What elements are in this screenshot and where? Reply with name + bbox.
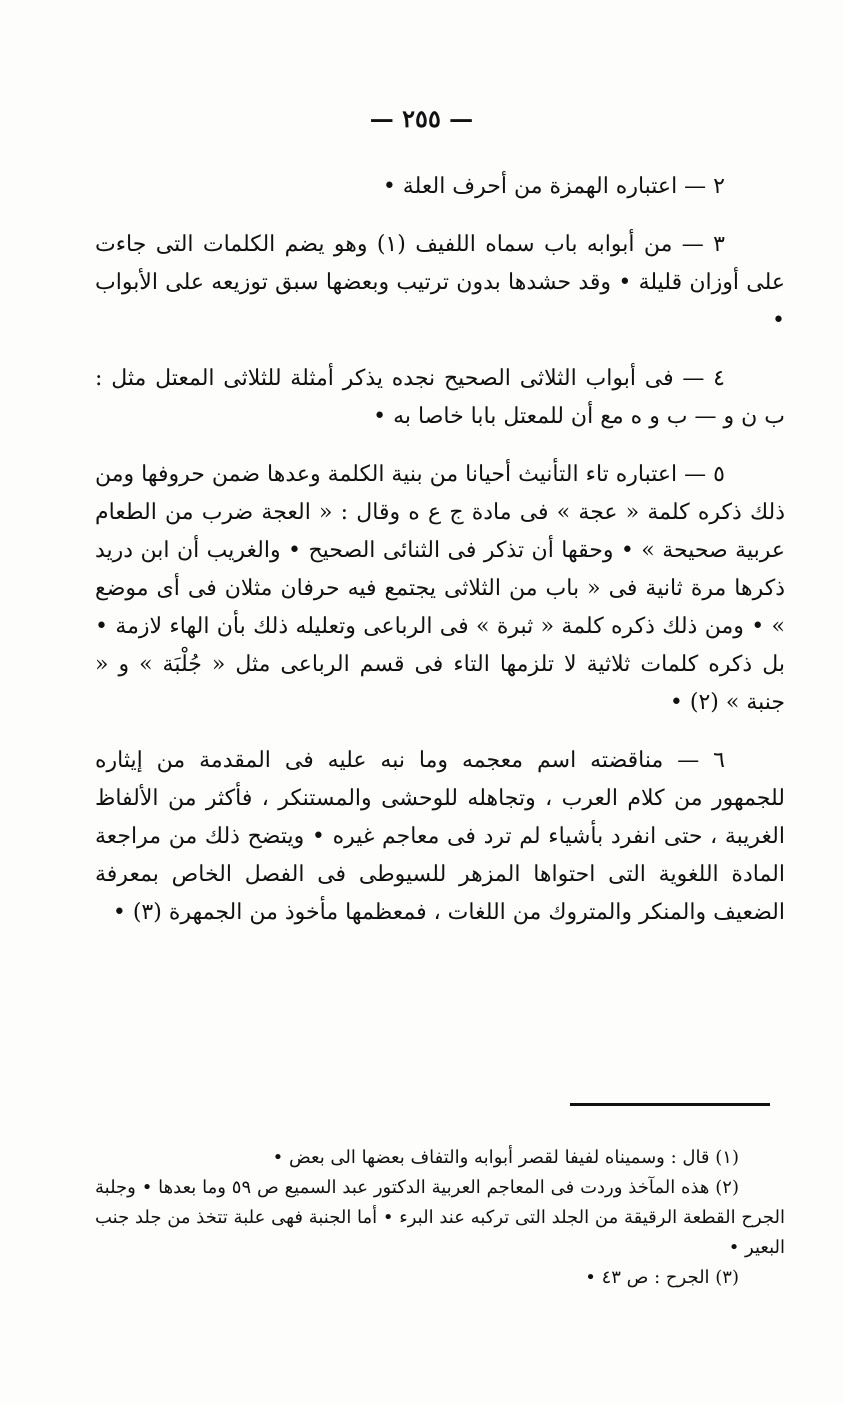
paragraph-text: ٤ — فى أبواب الثلاثى الصحيح نجده يذكر أمثلة للثلاثى المعتل مثل : ب ن و — ب و ه مع أن للمعتل بابا خاصا به • — [95, 366, 785, 429]
footnote-3: (٣) الجرح : ص ٤٣ • — [585, 1267, 739, 1288]
body-text — [95, 168, 785, 952]
page-number: — ٢٥٥ — — [369, 104, 474, 133]
paragraph-3 — [95, 226, 785, 340]
paragraph-6 — [95, 742, 785, 932]
footnote-2: (٢) هذه المآخذ وردت فى المعاجم العربية الدكتور عبد السميع ص ٥٩ وما بعدها • وجلبة الجرح القطعة الرقيقة من الجلد التى تركبه عند البرء • أما الجنبة فهى علبة تتخذ من جلد جنب البعير • — [95, 1177, 785, 1258]
paragraph-2 — [95, 168, 785, 206]
footnote-separator — [570, 1103, 770, 1106]
paragraph-5 — [95, 456, 785, 722]
paragraph-4 — [95, 360, 785, 436]
footnotes — [95, 1143, 785, 1293]
paragraph-text: ٥ — اعتباره تاء التأنيث أحيانا من بنية الكلمة وعدها ضمن حروفها ومن ذلك ذكره كلمة « عجة » فى مادة ج ع ه وقال : « العجة ضرب من الطعام عربية صحيحة » • وحقها أن تذكر فى الثنائى الصحيح • والغريب أن ابن دريد ذكرها مرة ثانية فى « باب من الثلاثى يجتمع فيه حرفان مثلان فى أى موضع » • ومن ذلك ذكره كلمة « ثبرة » فى الرباعى وتعليله ذلك بأن الهاء لازمة • بل ذكره كلمات ثلاثية لا تلزمها التاء فى قسم الرباعى مثل « جُلْبَة » و « جنبة » (٢) • — [95, 462, 785, 715]
paragraph-text: ٣ — من أبوابه باب سماه اللفيف (١) وهو يضم الكلمات التى جاءت على أوزان قليلة • وقد حشدها بدون ترتيب وبعضها سبق توزيعه على الأبواب • — [95, 232, 785, 333]
paragraph-text: ٢ — اعتباره الهمزة من أحرف العلة • — [382, 174, 725, 199]
footnote-1: (١) قال : وسميناه لفيفا لقصر أبوابه والتفاف بعضها الى بعض • — [272, 1147, 739, 1168]
paragraph-text: ٦ — مناقضته اسم معجمه وما نبه عليه فى المقدمة من إيثاره للجمهور من كلام العرب ، وتجاهله للوحشى والمستنكر ، فأكثر من الألفاظ الغريبة ، حتى انفرد بأشياء لم ترد فى معاجم غيره • ويتضح ذلك من مراجعة المادة اللغوية التى احتواها المزهر للسيوطى فى الفصل الخاص بمعرفة الضعيف والمنكر والمتروك من اللغات ، فمعظمها مأخوذ من الجمهرة (٣) • — [95, 748, 785, 925]
